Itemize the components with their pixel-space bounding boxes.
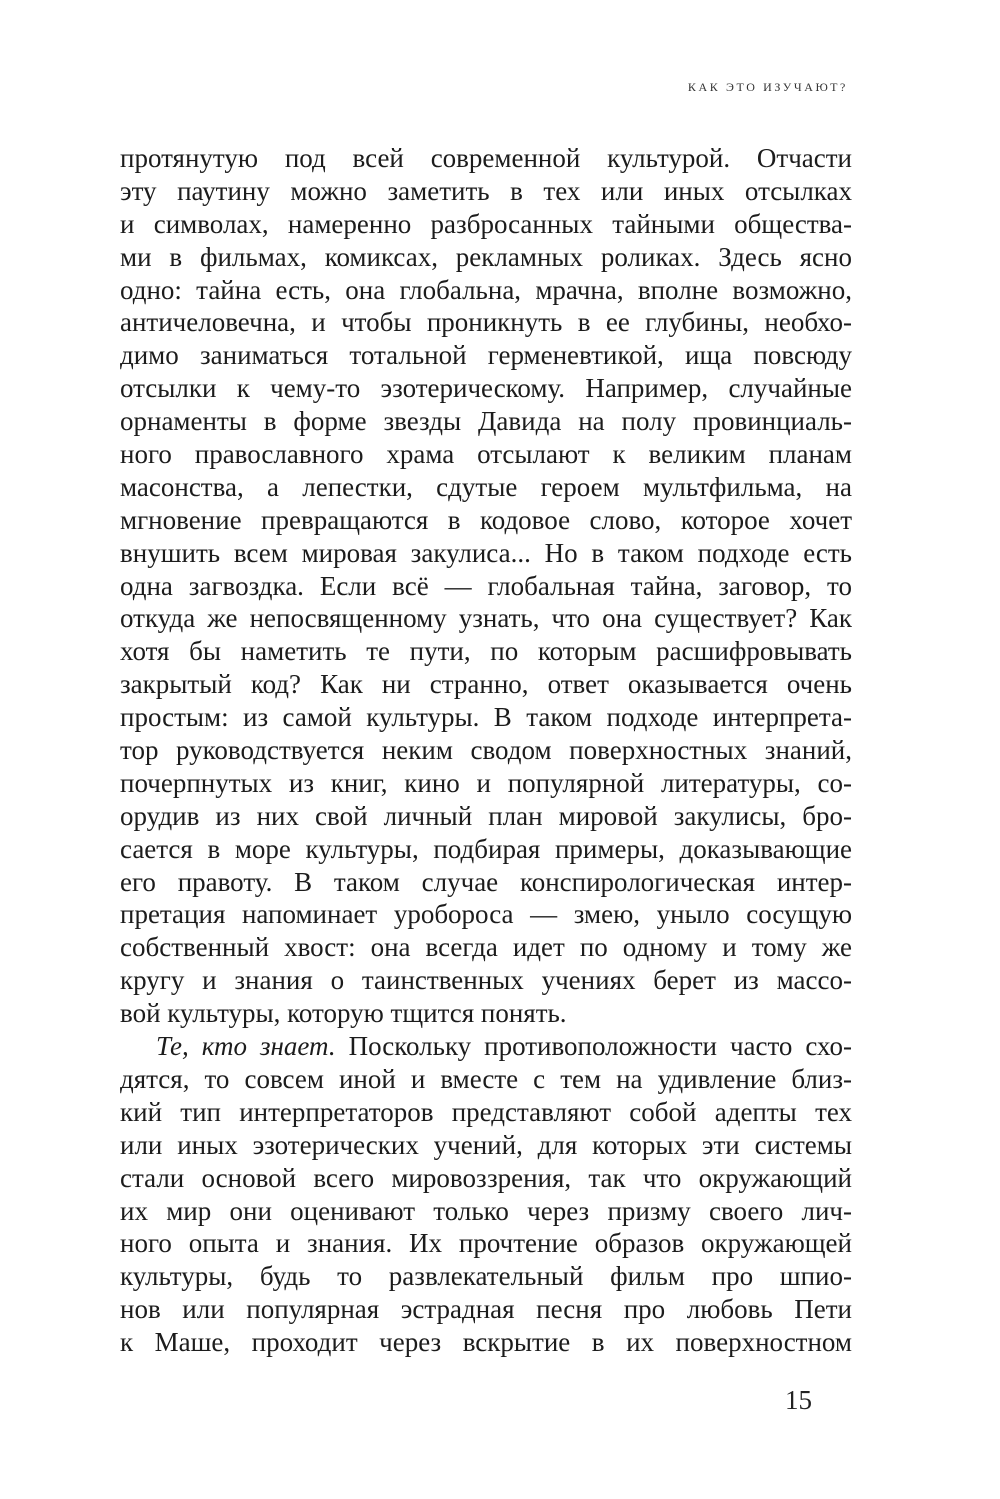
text-line: одна загвоздка. Если всё — глобальная тайна, заговор, то — [120, 570, 852, 601]
text-line: одно: тайна есть, она глобальна, мрачна, вполне возможно, — [120, 274, 852, 305]
text-line: и символах, намеренно разбросанных тайными общества- — [120, 208, 852, 239]
text-line: димо заниматься тотальной герменевтикой, ища повсюду — [120, 340, 852, 371]
text-line: отсылки к чему-то эзотерическому. Например, случайные — [120, 373, 852, 404]
text-line: орнаменты в форме звезды Давида на полу провинциаль- — [120, 406, 852, 437]
body-text — [120, 142, 852, 1359]
text-line: нов или популярная эстрадная песня про любовь Пети — [120, 1294, 852, 1325]
text-line: стали основой всего мировоззрения, так что окружающий — [120, 1162, 852, 1193]
text-line: ного опыта и знания. Их прочтение образов окружающей — [120, 1228, 852, 1259]
page-number: 15 — [785, 1385, 812, 1415]
text-line: к Маше, проходит через вскрытие в их поверхностном — [120, 1327, 852, 1358]
text-line: или иных эзотерических учений, для которых эти системы — [120, 1129, 852, 1160]
text-line: их мир они оценивают только через призму своего лич- — [120, 1195, 852, 1226]
text-line: закрытый код? Как ни странно, ответ оказывается очень — [120, 669, 852, 700]
text-line: сается в море культуры, подбирая примеры, доказывающие — [120, 833, 852, 864]
text-line: протянутую под всей современной культурой. Отчасти — [120, 143, 852, 173]
text-line: ного православного храма отсылают к великим планам — [120, 439, 852, 470]
text-line: орудив из них свой личный план мировой закулисы, бро- — [120, 800, 852, 831]
text-line: его правоту. В таком случае конспирологическая интер- — [120, 866, 852, 897]
text-line: претация напоминает уробороса — змею, уныло сосущую — [120, 899, 852, 930]
text-line: простым: из самой культуры. В таком подходе интерпрета- — [120, 702, 852, 733]
running-head: КАК ЭТО ИЗУЧАЮТ? — [687, 80, 848, 94]
text-line: внушить всем мировая закулиса... Но в таком подходе есть — [120, 537, 852, 568]
text-line: культуры, будь то развлекательный фильм про шпио- — [120, 1261, 852, 1292]
text-line: вой культуры, которую тщится понять. — [120, 998, 567, 1029]
text-line: собственный хвост: она всегда идет по одному и тому же — [120, 932, 852, 963]
text-line: хотя бы наметить те пути, по которым расшифровывать — [120, 636, 852, 667]
text-line: кий тип интерпретаторов представляют собой адепты тех — [120, 1096, 852, 1127]
text-line: ми в фильмах, комиксах, рекламных роликах. Здесь ясно — [120, 241, 852, 272]
section-run-in-heading: Те, кто знает. — [156, 1031, 336, 1062]
text-line: мгновение превращаются в кодовое слово, которое хочет — [120, 504, 852, 535]
text-line: античеловечна, и чтобы проникнуть в ее глубины, необхо- — [120, 307, 852, 338]
text-line: масонства, а лепестки, сдутые героем мультфильма, на — [120, 471, 852, 502]
paragraph-1 — [120, 142, 852, 1030]
text-line: почерпнутых из книг, кино и популярной литературы, со- — [120, 767, 852, 798]
text-line: эту паутину можно заметить в тех или иных отсылках — [120, 175, 852, 206]
text-line: откуда же непосвященному узнать, что она существует? Как — [120, 603, 852, 634]
text-line: дятся, то совсем иной и вместе с тем на удивление близ- — [120, 1063, 852, 1094]
text-line: кругу и знания о таинственных учениях берет из массо- — [120, 965, 852, 996]
text-run: Поскольку противоположности часто схо- — [335, 1031, 852, 1062]
text-line: тор руководствуется неким сводом поверхностных знаний, — [120, 735, 852, 766]
paragraph-2 — [120, 1030, 852, 1359]
text-line — [120, 1030, 852, 1063]
